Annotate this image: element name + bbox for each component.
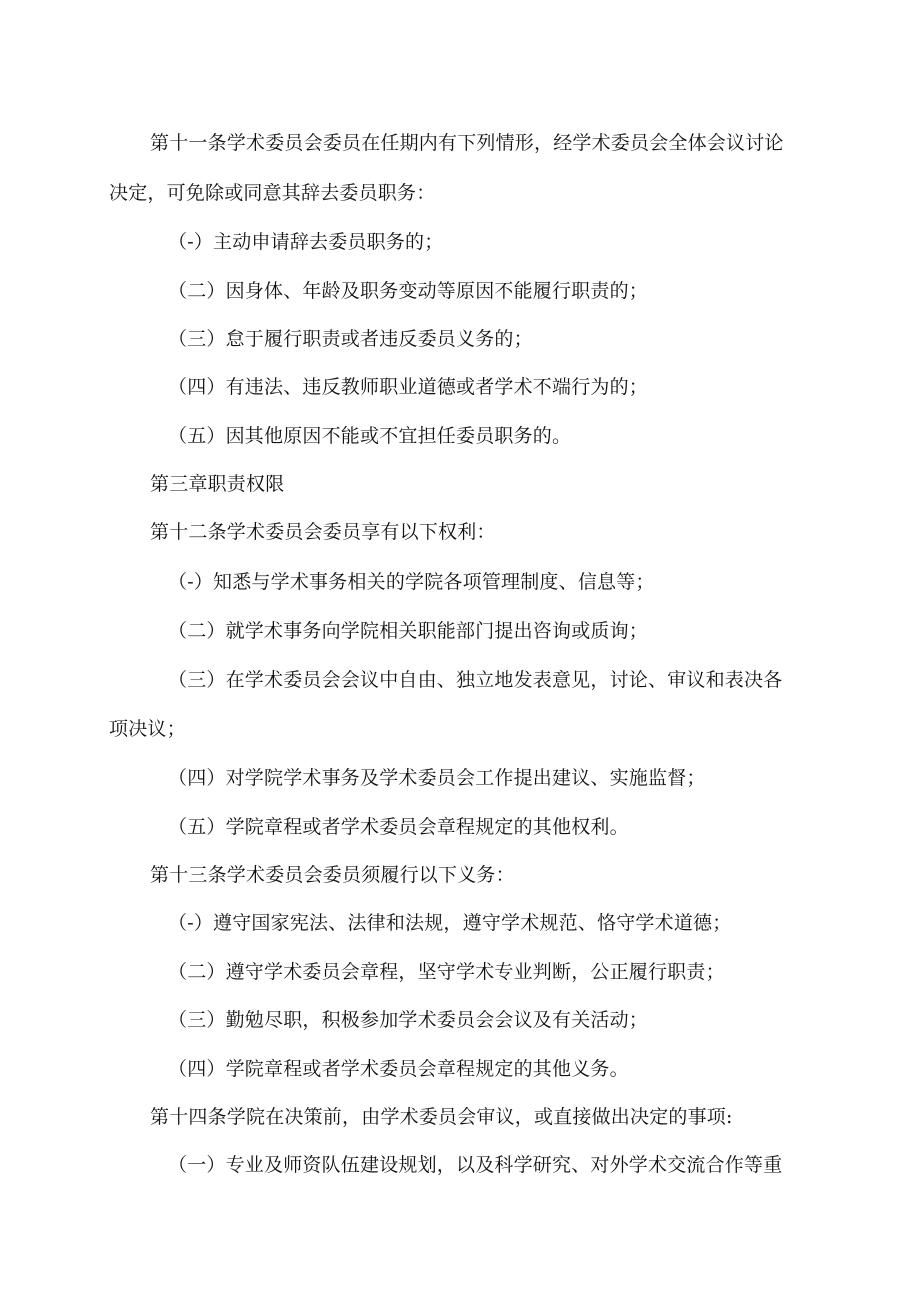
article-11-item-3: （三）怠于履行职责或者违反委员义务的； bbox=[168, 328, 533, 350]
article-11-item-1: （-）主动申请辞去委员职务的； bbox=[168, 231, 444, 253]
article-12-item-1: （-）知悉与学术事务相关的学院各项管理制度、信息等； bbox=[168, 571, 655, 593]
article-13-text: 第十三条学术委员会委员须履行以下义务： bbox=[150, 864, 515, 886]
article-13-item-3: （三）勤勉尽职，积极参加学术委员会会议及有关活动； bbox=[168, 1009, 649, 1031]
article-13-item-1: （-）遵守国家宪法、法律和法规，遵守学术规范、恪守学术道德； bbox=[168, 912, 732, 934]
article-14-item-1: （一）专业及师资队伍建设规划，以及科学研究、对外学术交流合作等重 bbox=[168, 1154, 783, 1176]
article-11-text-line-2: 决定，可免除或同意其辞去委员职务： bbox=[109, 182, 436, 204]
article-11-item-2: （二）因身体、年龄及职务变动等原因不能履行职责的； bbox=[168, 280, 649, 302]
article-11-item-5: （五）因其他原因不能或不宜担任委员职务的。 bbox=[168, 425, 572, 447]
article-11-item-4: （四）有违法、违反教师职业道德或者学术不端行为的； bbox=[168, 376, 649, 398]
article-12-item-3-line-1: （三）在学术委员会会议中自由、独立地发表意见，讨论、审议和表决各 bbox=[168, 669, 783, 691]
article-12-item-3-line-2: 项决议； bbox=[109, 718, 186, 740]
article-13-item-2: （二）遵守学术委员会章程，坚守学术专业判断，公正履行职责； bbox=[168, 961, 725, 983]
article-13-item-4: （四）学院章程或者学术委员会章程规定的其他义务。 bbox=[168, 1058, 629, 1080]
article-14-text: 第十四条学院在决策前，由学术委员会审议，或直接做出决定的事项: bbox=[150, 1106, 733, 1128]
chapter-3-heading: 第三章职责权限 bbox=[150, 473, 285, 495]
article-12-item-4: （四）对学院学术事务及学术委员会工作提出建议、实施监督； bbox=[168, 767, 706, 789]
article-12-text: 第十二条学术委员会委员享有以下权利： bbox=[150, 521, 496, 543]
article-11-text-line-1: 第十一条学术委员会委员在任期内有下列情形，经学术委员会全体会议讨论 bbox=[150, 132, 784, 154]
article-12-item-5: （五）学院章程或者学术委员会章程规定的其他权利。 bbox=[168, 816, 629, 838]
article-12-item-2: （二）就学术事务向学院相关职能部门提出咨询或质询； bbox=[168, 620, 649, 642]
